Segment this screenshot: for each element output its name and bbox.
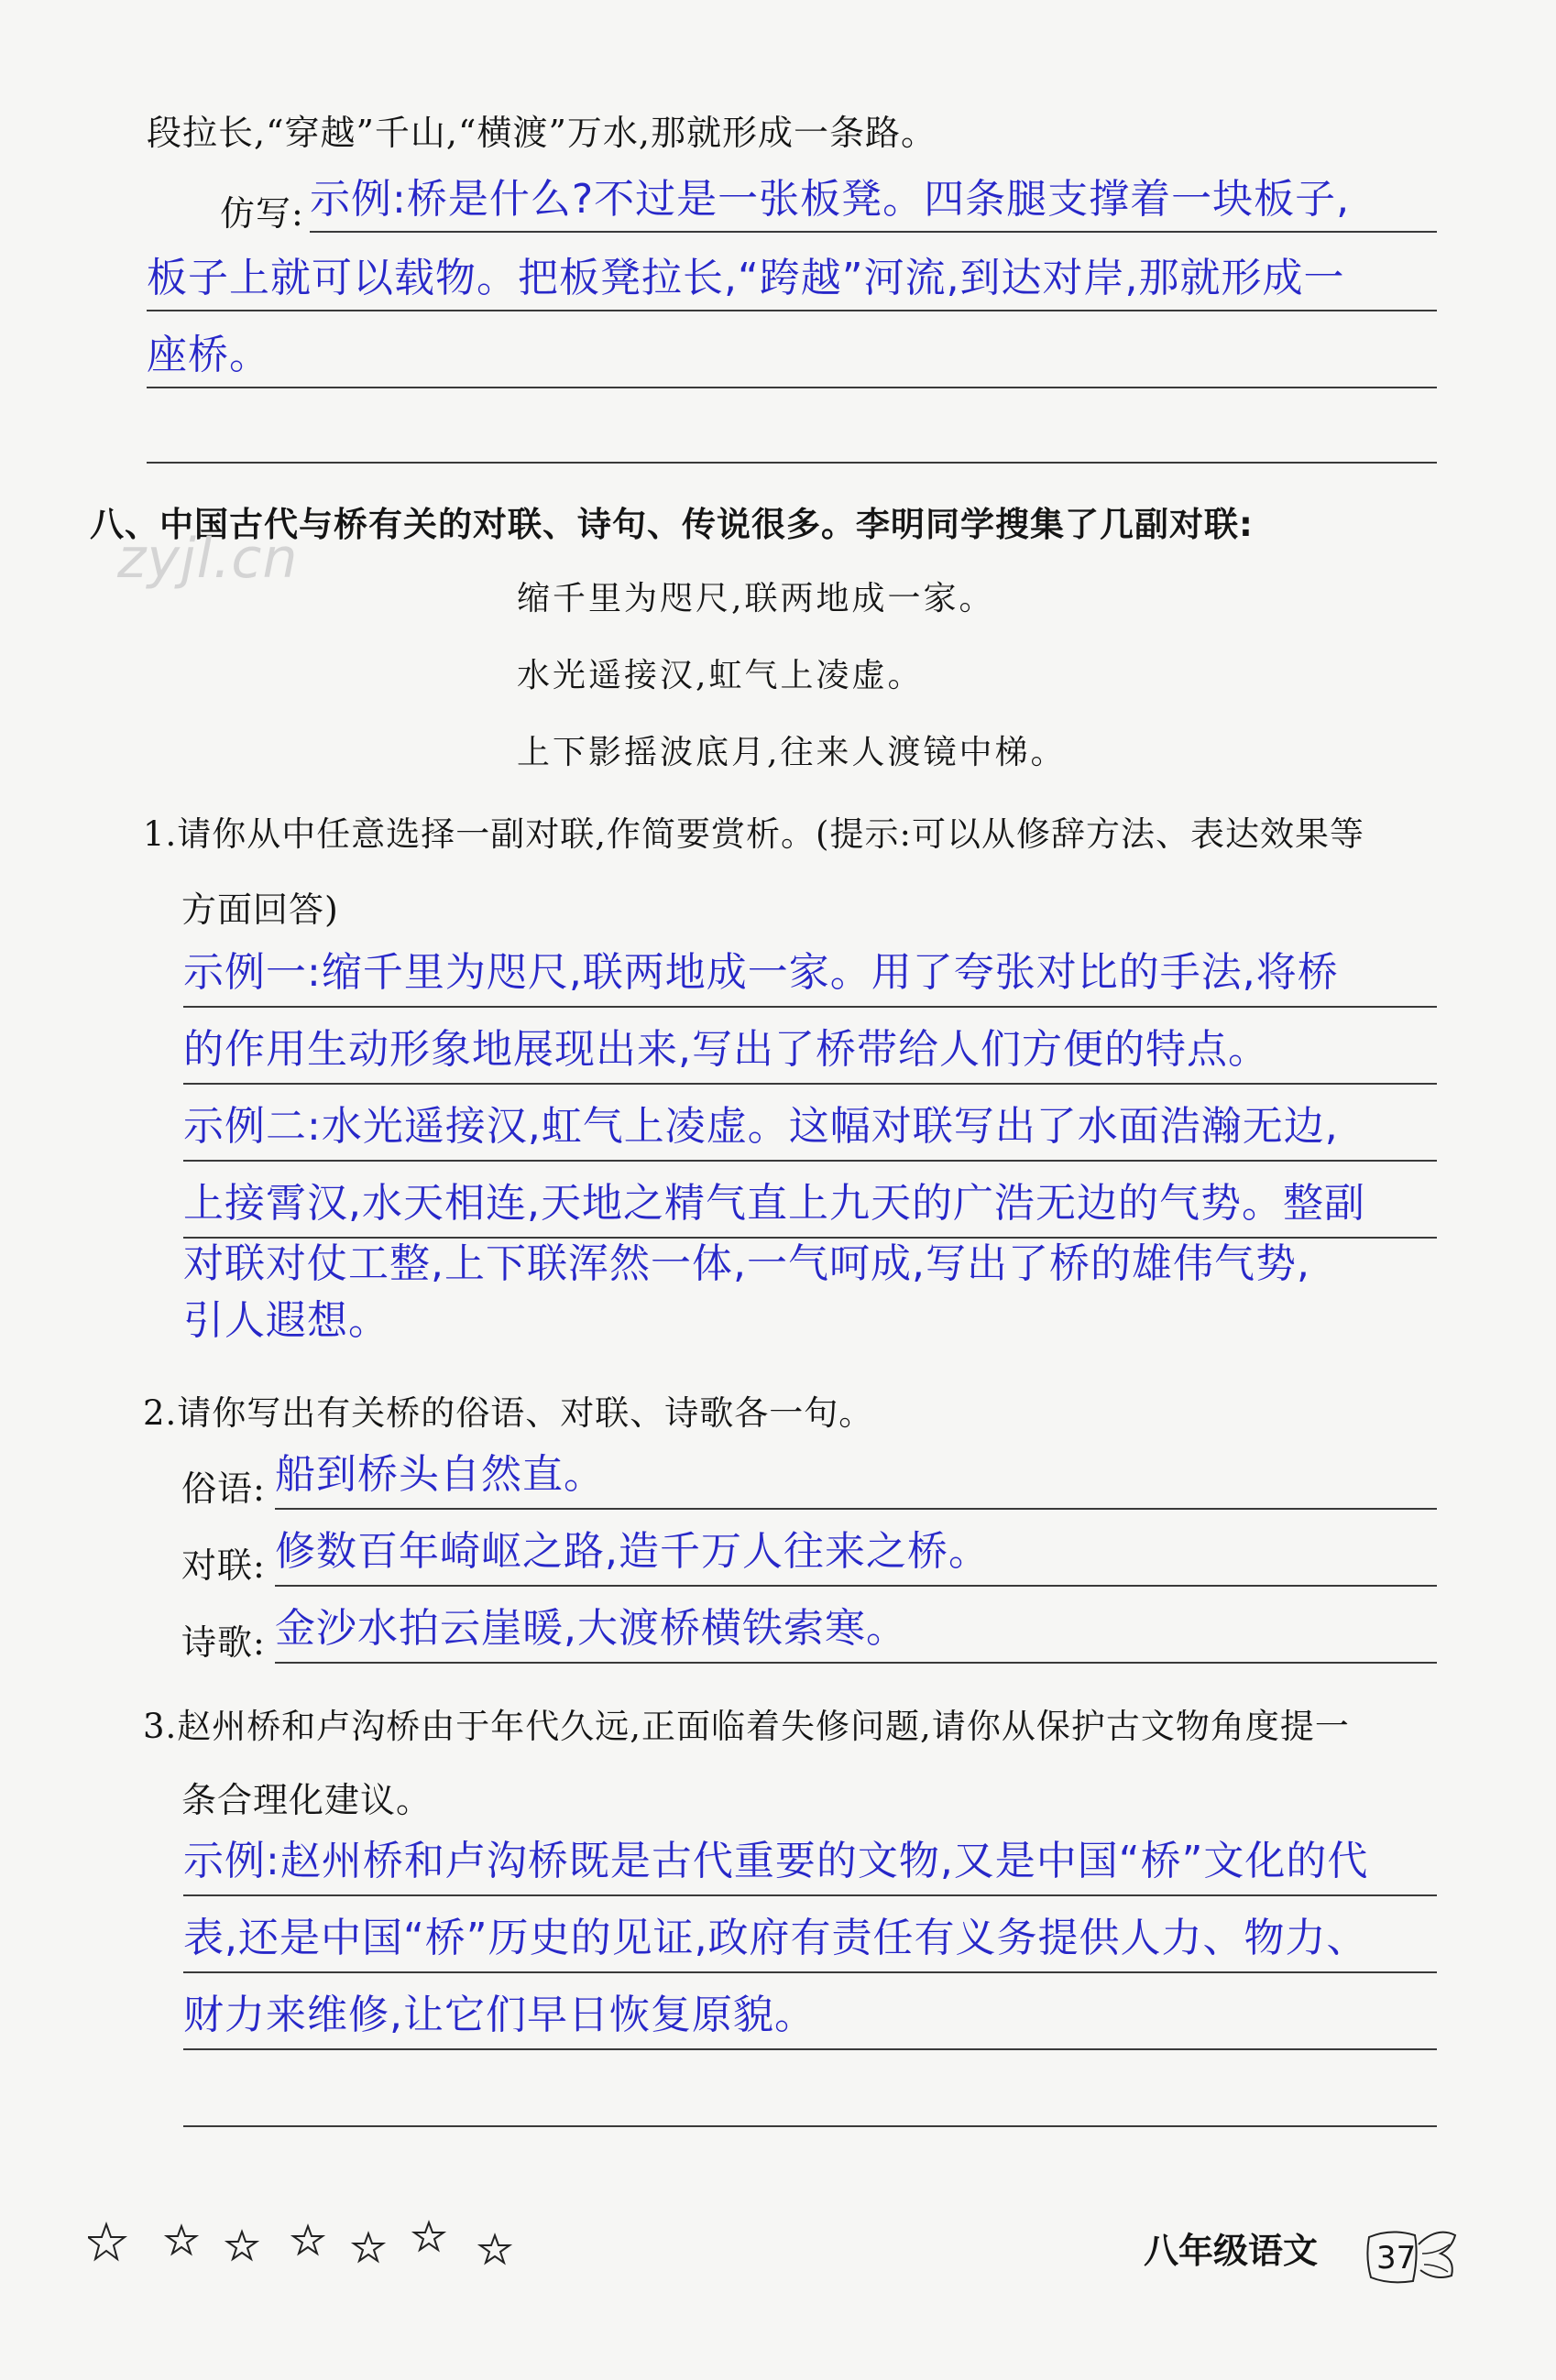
star-icon [414, 2222, 444, 2250]
answer-rule [275, 1662, 1437, 1664]
answer-rule [275, 1585, 1437, 1587]
q1-answer-line: 引人遐想。 [183, 1297, 389, 1344]
q1-answer-line: 上接霄汉,水天相连,天地之精气直上九天的广浩无边的气势。整副 [183, 1180, 1365, 1227]
q1-answer-line: 示例一:缩千里为咫尺,联两地成一家。用了夸张对比的手法,将桥 [183, 949, 1339, 996]
imitation-label: 仿写: [220, 193, 304, 234]
question-1-prompt: 1.请你从中任意选择一副对联,作简要赏析。(提示:可以从修辞方法、表达效果等 [143, 814, 1364, 854]
star-icon [293, 2226, 323, 2254]
page-number-badge [1364, 2217, 1464, 2290]
star-icon [354, 2233, 383, 2261]
passage-line: 段拉长,“穿越”千山,“横渡”万水,那就形成一条路。 [147, 113, 937, 153]
couplet-3: 上下影摇波底月,往来人渡镜中梯。 [517, 734, 1067, 771]
proverb-answer: 船到桥头自然直。 [275, 1451, 605, 1498]
answer-rule [275, 1508, 1437, 1510]
watermark: zyjl.cn [117, 527, 299, 591]
section-heading: 八、中国古代与桥有关的对联、诗句、传说很多。李明同学搜集了几副对联: [90, 505, 1254, 544]
imitation-answer-line-1: 示例:桥是什么?不过是一张板凳。四条腿支撑着一块板子, [310, 176, 1351, 223]
q1-answer-line: 的作用生动形象地展现出来,写出了桥带给人们方便的特点。 [183, 1026, 1269, 1073]
couplet-2: 水光遥接汉,虹气上凌虚。 [517, 657, 924, 694]
answer-rule [183, 1083, 1437, 1085]
star-icon [88, 2224, 125, 2259]
q1-answer-line: 示例二:水光遥接汉,虹气上凌虚。这幅对联写出了水面浩瀚无边, [183, 1103, 1339, 1150]
couplet-label: 对联: [181, 1545, 266, 1586]
answer-rule [147, 387, 1437, 388]
question-1-prompt-cont: 方面回答) [181, 890, 339, 930]
answer-rule [183, 1160, 1437, 1162]
poem-label: 诗歌: [181, 1622, 266, 1663]
star-icon [167, 2226, 196, 2254]
answer-rule [310, 231, 1437, 233]
poem-answer: 金沙水拍云崖暖,大渡桥横铁索寒。 [275, 1605, 907, 1652]
star-icon [480, 2235, 510, 2263]
star-icon [227, 2232, 257, 2259]
imitation-answer-line-2: 板子上就可以载物。把板凳拉长,“跨越”河流,到达对岸,那就形成一 [147, 255, 1345, 301]
question-2-prompt: 2.请你写出有关桥的俗语、对联、诗歌各一句。 [143, 1393, 874, 1433]
answer-rule [183, 2125, 1437, 2127]
book-title: 八年级语文 [1144, 2231, 1319, 2271]
answer-rule [183, 2048, 1437, 2050]
answer-rule [147, 310, 1437, 311]
page-number: 37 [1376, 2240, 1417, 2276]
answer-rule [183, 1894, 1437, 1896]
q3-answer-line: 表,还是中国“桥”历史的见证,政府有责任有义务提供人力、物力、 [183, 1915, 1368, 1961]
q1-answer-line: 对联对仗工整,上下联浑然一体,一气呵成,写出了桥的雄伟气势, [183, 1240, 1310, 1287]
q3-answer-line: 财力来维修,让它们早日恢复原貌。 [183, 1992, 816, 2038]
proverb-label: 俗语: [181, 1468, 266, 1509]
couplet-1: 缩千里为咫尺,联两地成一家。 [517, 580, 995, 617]
answer-rule [183, 1006, 1437, 1008]
answer-rule [183, 1237, 1437, 1239]
question-3-prompt-cont: 条合理化建议。 [181, 1780, 433, 1820]
imitation-answer-line-3: 座桥。 [147, 332, 270, 378]
couplet-answer: 修数百年崎岖之路,造千万人往来之桥。 [275, 1528, 990, 1575]
q3-answer-line: 示例:赵州桥和卢沟桥既是古代重要的文物,又是中国“桥”文化的代 [183, 1838, 1369, 1884]
answer-rule [183, 1971, 1437, 1973]
decorative-stars-icon [88, 2217, 546, 2272]
question-3-prompt: 3.赵州桥和卢沟桥由于年代久远,正面临着失修问题,请你从保护古文物角度提一 [143, 1707, 1350, 1746]
answer-rule [147, 462, 1437, 464]
